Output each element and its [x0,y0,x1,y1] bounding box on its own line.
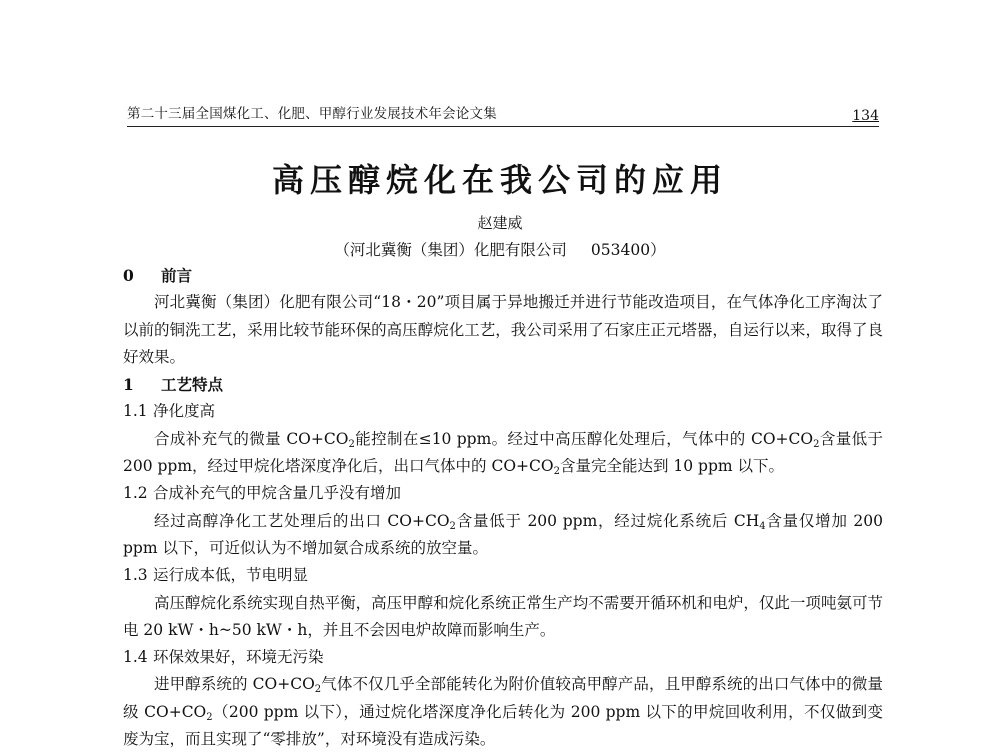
text-run: 进甲醇系统的 CO+CO [154,675,315,694]
text-run: 能控制在≤10 ppm。经过中高压醇化处理后，气体中的 CO+CO [354,429,814,448]
running-header-title: 第二十三届全国煤化工、化肥、甲醇行业发展技术年会论文集 [127,106,497,122]
subsection-title: 环保效果好，环境无污染 [153,648,324,667]
page-number: 134 [852,108,879,124]
text-run: 含量完全能达到 10 ppm 以下。 [559,457,785,476]
subscript: 4 [759,520,766,532]
postal-code: 053400） [590,241,666,259]
author: 赵建威 [477,214,523,232]
section-title: 前言 [161,266,193,285]
body-text [123,262,883,753]
text-run: 含量低于 200 ppm，经过烷化系统后 CH [455,511,760,530]
subsection-number: 1.1 [123,402,148,421]
subsection-heading-1-3 [123,562,883,589]
subscript: 2 [553,466,560,478]
subscript: 2 [449,520,456,532]
subsection-heading-1-1 [123,398,883,425]
subsection-number: 1.2 [123,484,148,503]
intro-paragraph: 河北冀衡（集团）化肥有限公司“18・20”项目属于异地搬迁并进行节能改造项目，在气体净化工序淘汰了以前的铜洗工艺，采用比较节能环保的高压醇烷化工艺，我公司采用了石家庄正元塔器，自运行以来，取得了良好效果。 [123,293,883,366]
subsection-number: 1.3 [123,566,148,585]
affiliation-name: （河北冀衡（集团）化肥有限公司 [334,241,567,259]
subsection-title: 运行成本低，节电明显 [153,566,309,585]
subsection-number: 1.4 [123,648,148,667]
subscript: 2 [348,438,355,450]
section-number: 0 [123,266,134,285]
subsection-heading-1-4 [123,644,883,671]
text-run: （200 ppm 以下），通过烷化塔深度净化后转化为 200 ppm 以下的甲烷回收利用，不仅做到变废为宝，而且实现了“零排放”，对环境没有造成污染。 [123,702,883,749]
paragraph-1-4 [123,671,883,753]
paragraph-1-2 [123,508,883,563]
affiliation [0,238,1000,260]
text-run: 含量仅增加 200 ppm 以下，可近似认为不增加氨合成系统的放空量。 [123,511,883,557]
section-heading-1 [123,371,883,398]
section-title: 工艺特点 [161,375,224,395]
subscript: 2 [314,684,322,696]
text-run: 经过高醇净化工艺处理后的出口 CO+CO [154,511,450,530]
subscript: 2 [813,438,820,450]
text-run: 含量低于 200 ppm，经过甲烷化塔深度净化后，出口气体中的 CO+CO [123,429,883,476]
paragraph-1-1 [123,426,883,481]
subsection-title: 合成补充气的甲烷含量几乎没有增加 [153,484,402,503]
text-run: 气体不仅几乎全部能转化为附价值较高甲醇产品，且甲醇系统的出口气体中的微量级 CO+CO [123,675,883,721]
running-header [127,104,879,127]
subsection-title: 净化度高 [153,402,216,421]
text-run: 合成补充气的微量 CO+CO [154,429,349,448]
paragraph-1-3: 高压醇烷化系统实现自热平衡，高压甲醇和烷化系统正常生产均不需要开循环机和电炉，仅此一项吨氨可节电 20 kW・h~50 kW・h，并且不会因电炉故障而影响生产。 [123,593,883,639]
subscript: 2 [206,711,213,723]
section-heading-0 [123,262,883,289]
paper-title: 高压醇烷化在我公司的应用 [271,161,728,199]
subsection-heading-1-2 [123,480,883,507]
section-number: 1 [123,375,134,395]
